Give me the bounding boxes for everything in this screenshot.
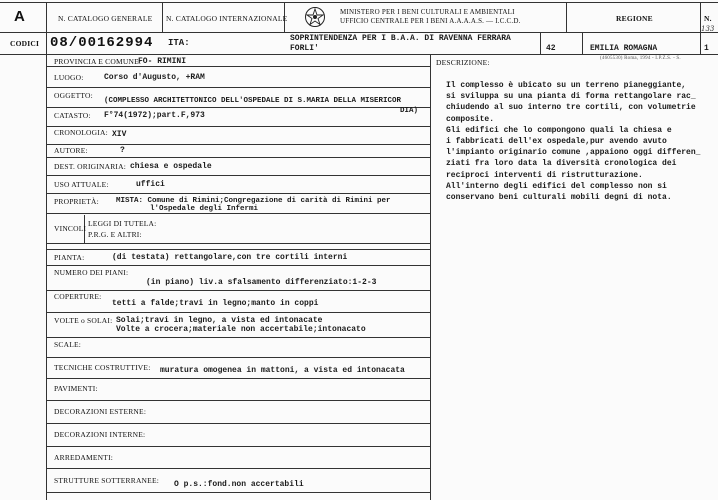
numero-piani-value: (in piano) liv.a sfalsamento differenziato:1-2-3 [146,278,377,287]
autore-value: ? [120,146,125,155]
ita-label: ITA: [168,38,190,48]
uso-attuale-label: USO ATTUALE: [54,180,109,189]
tecniche-costruttive-value: muratura omogenea in mattoni, a vista ed intonacata [160,366,405,375]
oggetto-value-line1: (COMPLESSO ARCHITETTONICO DELL'OSPEDALE DI S.MARIA DELLA MISERICOR [104,97,402,105]
descrizione-line: chiudendo al suo interno tre cortili, con volumetrie [446,103,696,113]
n-handwritten: 133 [701,25,715,33]
luogo-value: Corso d'Augusto, +RAM [104,73,205,82]
code-value: 42 [546,44,556,53]
decorazioni-esterne-label: DECORAZIONI ESTERNE: [54,407,147,416]
descrizione-line: si sviluppa su una pianta di forma rettangolare rac_ [446,92,696,102]
autore-label: AUTORE: [54,146,88,155]
cat-internazionale-label: N. CATALOGO INTERNAZIONALE [166,14,288,23]
decorazioni-interne-label: DECORAZIONI INTERNE: [54,430,146,439]
descrizione-line: ziati fra loro data la diversità cronologica dei [446,159,677,169]
volte-solai-value-line1: Solai;travi in legno, a vista ed intonacate [116,316,323,325]
luogo-label: LUOGO: [54,73,84,82]
catasto-label: CATASTO: [54,111,91,120]
tecniche-costruttive-label: TECNICHE COSTRUTTIVE: [54,363,151,372]
descrizione-line: reciproci interventi di ristrutturazione. [446,170,643,180]
pianta-label: PIANTA: [54,253,85,262]
print-code: (4605530) Roma, 1994 - I.P.Z.S. - S. [600,56,681,61]
uso-attuale-value: uffici [136,180,165,189]
descrizione-line: composite. [446,114,495,124]
volte-solai-label: VOLTE o SOLAI: [54,316,113,325]
coperture-label: COPERTURE: [54,292,102,301]
ministry-line-1: MINISTERO PER I BENI CULTURALI E AMBIENTALI [340,8,515,16]
provincia-value: FO- RIMINI [138,57,187,66]
catalog-number: 08/00162994 [50,35,154,51]
regione-label: REGIONE [616,14,653,23]
oggetto-value-line2: DIA) [400,107,419,115]
arredamenti-label: ARREDAMENTI: [54,453,114,462]
form-letter: A [14,8,25,25]
dest-originaria-value: chiesa e ospedale [130,162,212,171]
strutture-sotterranee-value: O p.s.:fond.non accertabili [174,480,304,489]
ministry-line-2: UFFICIO CENTRALE PER I BENI A.A.A.A.S. — I.C.C.D. [340,17,521,25]
dest-originaria-label: DEST. ORIGINARIA: [54,162,127,171]
prg-label: P.R.G. E ALTRI: [88,230,142,239]
coperture-value: tetti a falde;travi in legno;manto in coppi [112,299,319,308]
regione-value: EMILIA ROMAGNA [590,44,658,53]
italian-republic-emblem-icon [304,6,326,28]
n-value: 1 [704,44,709,53]
descrizione-line: Gli edifici che lo compongono quali la chiesa e [446,125,672,135]
leggi-tutela-label: LEGGI DI TUTELA: [88,219,157,228]
descrizione-line: conservano beni culturali mobili degni di nota. [446,193,672,203]
descrizione-line: i fabbricati dell'ex ospedale,pur avendo avuto [446,137,667,147]
oggetto-label: OGGETTO: [54,91,93,100]
descrizione-line: Il complesso è ubicato su un terreno pianeggiante, [446,81,687,90]
descrizione-line: All'interno degli edifici del complesso non si [446,181,667,191]
cronologia-label: CRONOLOGIA: [54,128,108,137]
provincia-label: PROVINCIA E COMUNE: [54,57,142,66]
soprintendenza-value: SOPRINTENDENZA PER I B.A.A. DI RAVENNA FERRARA FORLI' [290,34,511,53]
volte-solai-value-line2: Volte a crocera;materiale non accertabile;intonacato [116,325,366,334]
scale-label: SCALE: [54,340,82,349]
cronologia-value: XIV [112,130,127,139]
codici-label: CODICI [10,39,40,48]
proprieta-value-line1: MISTA: Comune di Rimini;Congregazione di carità di Rimini per [116,197,391,205]
catasto-value: F°74(1972);part.F,973 [104,111,205,120]
vincoli-label: VINCOLI [54,224,87,233]
proprieta-label: PROPRIETÀ: [54,197,99,206]
numero-piani-label: NUMERO DEI PIANI: [54,268,129,277]
cat-generale-label: N. CATALOGO GENERALE [58,14,153,23]
n-label: N. [704,14,712,23]
descrizione-line: l'impianto originario comune ,appaiono oggi differen_ [446,148,701,158]
proprieta-value-line2: l'Ospedale degli Infermi [150,205,259,213]
pavimenti-label: PAVIMENTI: [54,384,98,393]
pianta-value: (di testata) rettangolare,con tre cortili interni [112,253,348,262]
descrizione-label: DESCRIZIONE: [436,58,490,67]
descrizione-text [446,80,711,203]
strutture-sotterranee-label: STRUTTURE SOTTERRANEE: [54,476,160,485]
